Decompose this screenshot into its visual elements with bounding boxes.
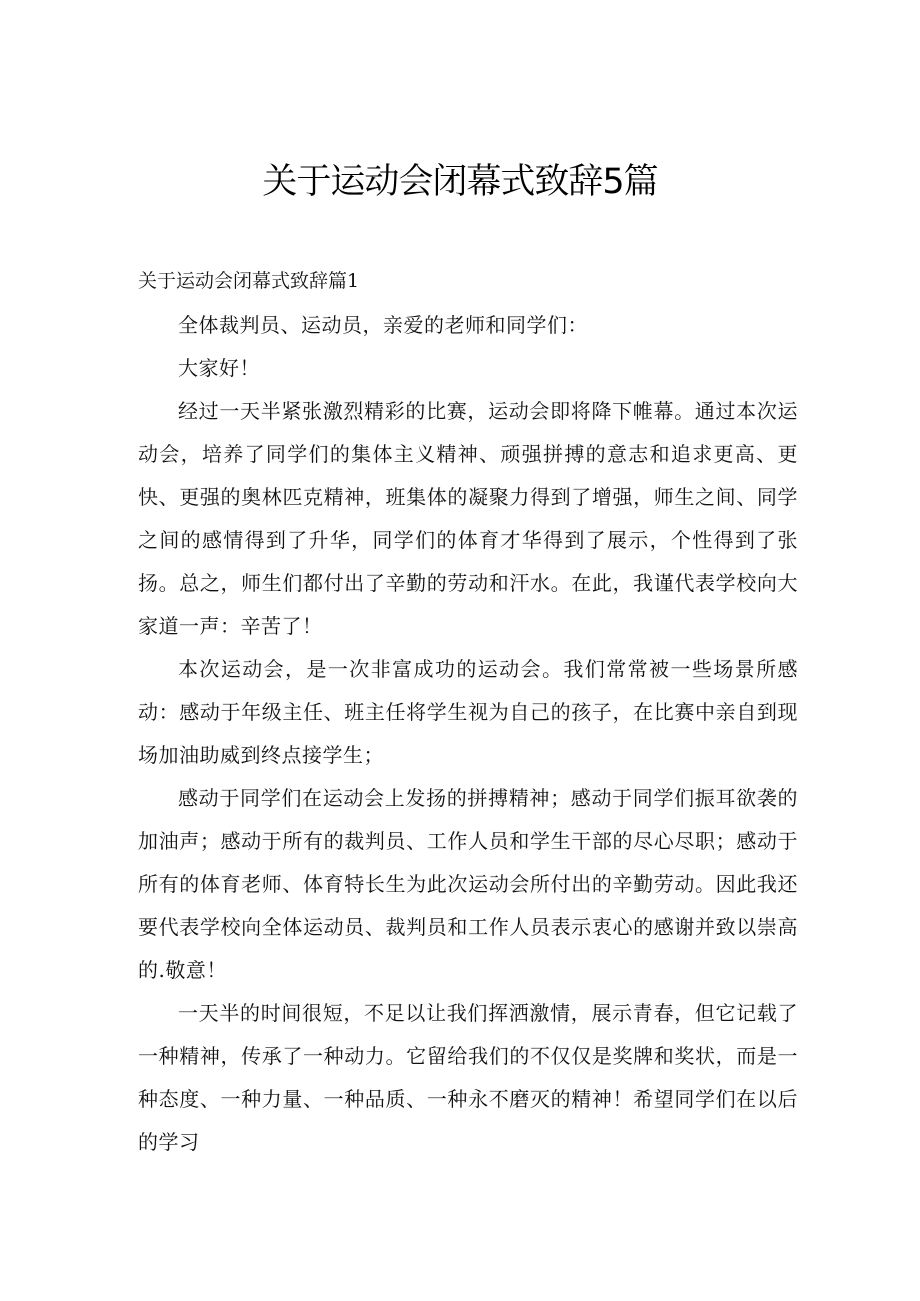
document-title: 关于运动会闭幕式致辞5篇	[262, 162, 658, 202]
paragraph-3: 感动于同学们在运动会上发扬的拼搏精神；感动于同学们振耳欲袭的加油声；感动于所有的裁判员、工作人员和学生干部的尽心尽职；感动于所有的体育老师、体育特长生为此次运动会所付出的辛勤劳动。因此我还要代表学校向全体运动员、裁判员和工作人员表示衷心的感谢并致以崇高的.敬意！	[138, 786, 798, 982]
section-heading: 关于运动会闭幕式致辞篇1	[138, 270, 360, 292]
paragraph-greeting: 大家好！	[178, 356, 260, 380]
paragraph-salutation: 全体裁判员、运动员，亲爱的老师和同学们：	[178, 313, 588, 337]
paragraph-2: 本次运动会，是一次非富成功的运动会。我们常常被一些场景所感动：感动于年级主任、班主任将学生视为自己的孩子，在比赛中亲自到现场加油助威到终点接学生；	[138, 657, 798, 767]
paragraph-1: 经过一天半紧张激烈精彩的比赛，运动会即将降下帷幕。通过本次运动会，培养了同学们的集体主义精神、顽强拼搏的意志和追求更高、更快、更强的奥林匹克精神，班集体的凝聚力得到了增强，师生之间、同学之间的感情得到了升华，同学们的体育才华得到了展示，个性得到了张扬。总之，师生们都付出了辛勤的劳动和汗水。在此，我谨代表学校向大家道一声：辛苦了！	[138, 399, 798, 638]
document-body	[138, 304, 798, 1164]
paragraph-4: 一天半的时间很短，不足以让我们挥洒激情，展示青春，但它记载了一种精神，传承了一种动力。它留给我们的不仅仅是奖牌和奖状，而是一种态度、一种力量、一种品质、一种永不磨灭的精神！希望同学们在以后的学习	[138, 1001, 798, 1154]
